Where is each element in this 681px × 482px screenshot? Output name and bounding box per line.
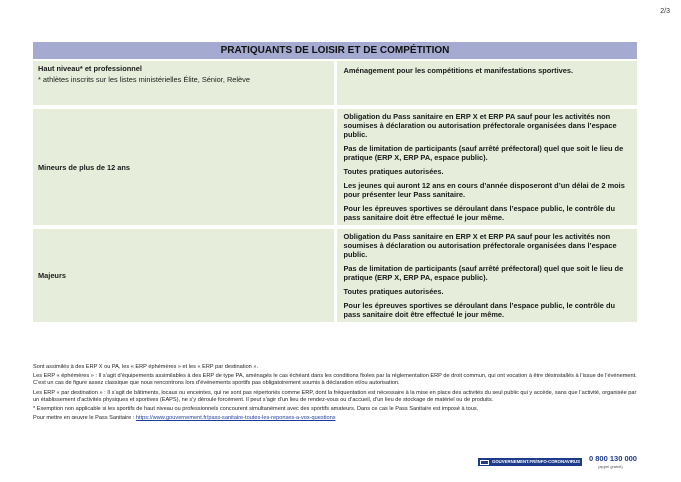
rule-text: Toutes pratiques autorisées. — [343, 167, 444, 176]
rule-text: Obligation du Pass sanitaire en ERP X et ERP PA sauf pour les activités non soumises à déclaration ou autorisation préfectorale organisées dans l’espace public. — [343, 232, 617, 259]
row-title: Majeurs — [38, 271, 66, 280]
rule-text: Les jeunes qui auront 12 ans en cours d’année disposeront d’un délai de 2 mois pour présenter leur Pass sanitaire. — [343, 181, 625, 199]
row-label-cell — [33, 227, 335, 322]
note-erp-assimilation: Sont assimilés à des ERP X ou PA, les « ERP éphémères » et les « ERP par destination ». — [33, 364, 259, 370]
table-row — [33, 60, 637, 107]
computer-screen-icon — [480, 460, 489, 465]
rule-text: Pas de limitation de participants (sauf arrêté préfectoral) quel que soit le lieu de pratique (ERP X, ERP PA, espace public). — [343, 144, 624, 162]
sports-rules-table — [33, 42, 637, 322]
note-erp-par-destination: Les ERP « par destination » : Il s’agit de bâtiments, locaux ou enceintes, qui ne sont pas répertoriés comme ERP, dont la fréquentation est nécessaire à la mise en place des activités du seul public qui y accède, sans que l’activité, organisée par un établissement d’activités physiques et sportives (EAPS), ne s’y déroule forcément. Il peut s’agir d’un lieu de rendez-vous ou d’accueil, d’un lieu de stockage de matériel ou de produits. — [33, 389, 637, 403]
row-content-cell — [335, 227, 637, 322]
table-row — [33, 107, 637, 227]
helpline-note: (appel gratuit) — [598, 464, 623, 469]
note-erp-ephemeres: Les ERP « éphémères » : Il s’agit d’équipements assimilables à des ERP de type PA, aménagés le cas échéant dans les conditions fixées par la réglementation ERP de droit commun, qui ont vocation à être désinstallés à l’issue de l’événement. C’est un cas de figure assez classique que nous rencontrons lors d’événements sportifs pas obligatoirement soumis à déclaration et/ou autorisation. — [33, 373, 637, 387]
note-pass-link-line — [33, 415, 641, 422]
row-content-cell — [335, 107, 637, 227]
pass-sanitaire-link[interactable]: https://www.gouvernement.fr/pass-sanitaire-toutes-les-reponses-a-vos-questions — [135, 415, 336, 422]
rule-text: Toutes pratiques autorisées. — [343, 287, 444, 296]
row-title: Haut niveau* et professionnel — [38, 64, 142, 73]
row-title: Mineurs de plus de 12 ans — [38, 162, 131, 172]
rule-text: Pour les épreuves sportives se déroulant dans l’espace public, le contrôle du pass sanitaire doit être effectué le jour même. — [343, 301, 615, 319]
page-number: 2/3 — [660, 8, 670, 15]
gov-info-label: GOUVERNEMENT.FR/INFO-CORONAVIRUS — [492, 459, 581, 464]
rule-text: Pour les épreuves sportives se déroulant dans l’espace public, le contrôle du pass sanitaire doit être effectué le jour même. — [343, 204, 615, 222]
row-subtitle: * athlètes inscrits sur les listes ministérielles Élite, Sénior, Relève — [38, 75, 250, 84]
rule-text: Aménagement pour les compétitions et manifestations sportives. — [343, 66, 574, 75]
rule-text: Pas de limitation de participants (sauf arrêté préfectoral) quel que soit le lieu de pratique (ERP X, ERP PA, espace public). — [343, 264, 624, 282]
table-header: PRATIQUANTS DE LOISIR ET DE COMPÉTITION — [33, 42, 637, 60]
row-content-cell — [335, 60, 637, 107]
row-label-cell — [33, 60, 335, 107]
gov-info-banner[interactable] — [478, 458, 582, 466]
note-exemption: * Exemption non applicable si les sportifs de haut niveau ou professionnels concourent simultanément avec des sportifs amateurs. Dans ce cas le Pass Sanitaire est imposé à tous. — [33, 406, 479, 413]
footnotes — [33, 364, 641, 424]
row-label-cell — [33, 107, 335, 227]
table-row — [33, 227, 637, 322]
table-header-row — [33, 42, 637, 60]
note-pass-prefix: Pour mettre en œuvre le Pass Sanitaire : — [33, 415, 136, 422]
rule-text: Obligation du Pass sanitaire en ERP X et ERP PA sauf pour les activités non soumises à déclaration ou autorisation préfectorale organisées dans l’espace public. — [343, 112, 617, 139]
helpline-number: 0 800 130 000 — [589, 454, 637, 463]
